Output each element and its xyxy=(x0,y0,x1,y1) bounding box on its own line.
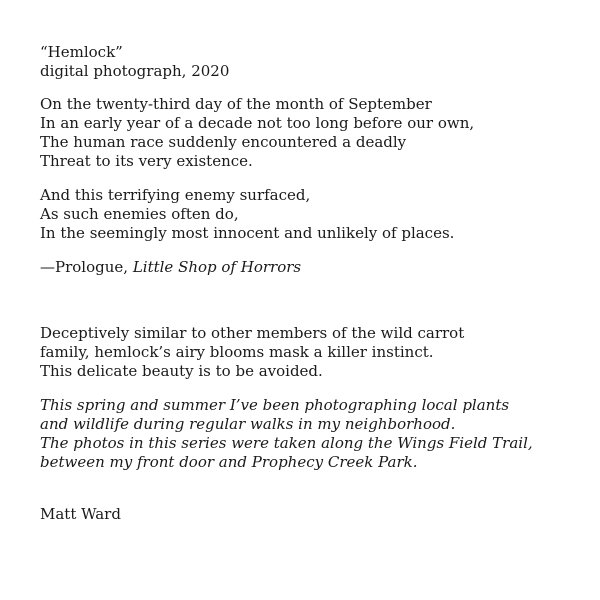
artist-name: Matt Ward xyxy=(40,505,121,523)
description-line: Deceptively similar to other members of the wild carrot xyxy=(40,324,465,342)
artwork-title: “Hemlock” xyxy=(40,43,123,61)
prologue-stanza-2 xyxy=(40,186,580,243)
description-line: This delicate beauty is to be avoided. xyxy=(40,362,323,380)
note-line: The photos in this series were taken along the Wings Field Trail, xyxy=(40,434,533,452)
verse-line: In the seemingly most innocent and unlikely of places. xyxy=(40,224,455,242)
artwork-label xyxy=(40,43,580,524)
note-line: and wildlife during regular walks in my neighborhood. xyxy=(40,415,456,433)
verse-line: The human race suddenly encountered a deadly xyxy=(40,133,407,151)
artist-signature xyxy=(40,505,580,524)
verse-line: And this terrifying enemy surfaced, xyxy=(40,186,311,204)
verse-line: As such enemies often do, xyxy=(40,205,239,223)
attribution-prefix: —Prologue, xyxy=(40,258,133,276)
verse-line: Threat to its very existence. xyxy=(40,152,253,170)
artist-note xyxy=(40,396,580,472)
description-line: family, hemlock’s airy blooms mask a killer instinct. xyxy=(40,343,434,361)
note-line: This spring and summer I’ve been photographing local plants xyxy=(40,396,510,414)
prologue-stanza-1 xyxy=(40,95,580,171)
verse-line: In an early year of a decade not too long before our own, xyxy=(40,114,475,132)
artwork-medium: digital photograph, 2020 xyxy=(40,62,230,80)
note-line: between my front door and Prophecy Creek Park. xyxy=(40,453,418,471)
header xyxy=(40,43,580,81)
prologue-attribution xyxy=(40,258,580,277)
attribution-source-title: Little Shop of Horrors xyxy=(132,258,302,276)
description xyxy=(40,324,580,381)
verse-line: On the twenty-third day of the month of September xyxy=(40,95,432,113)
